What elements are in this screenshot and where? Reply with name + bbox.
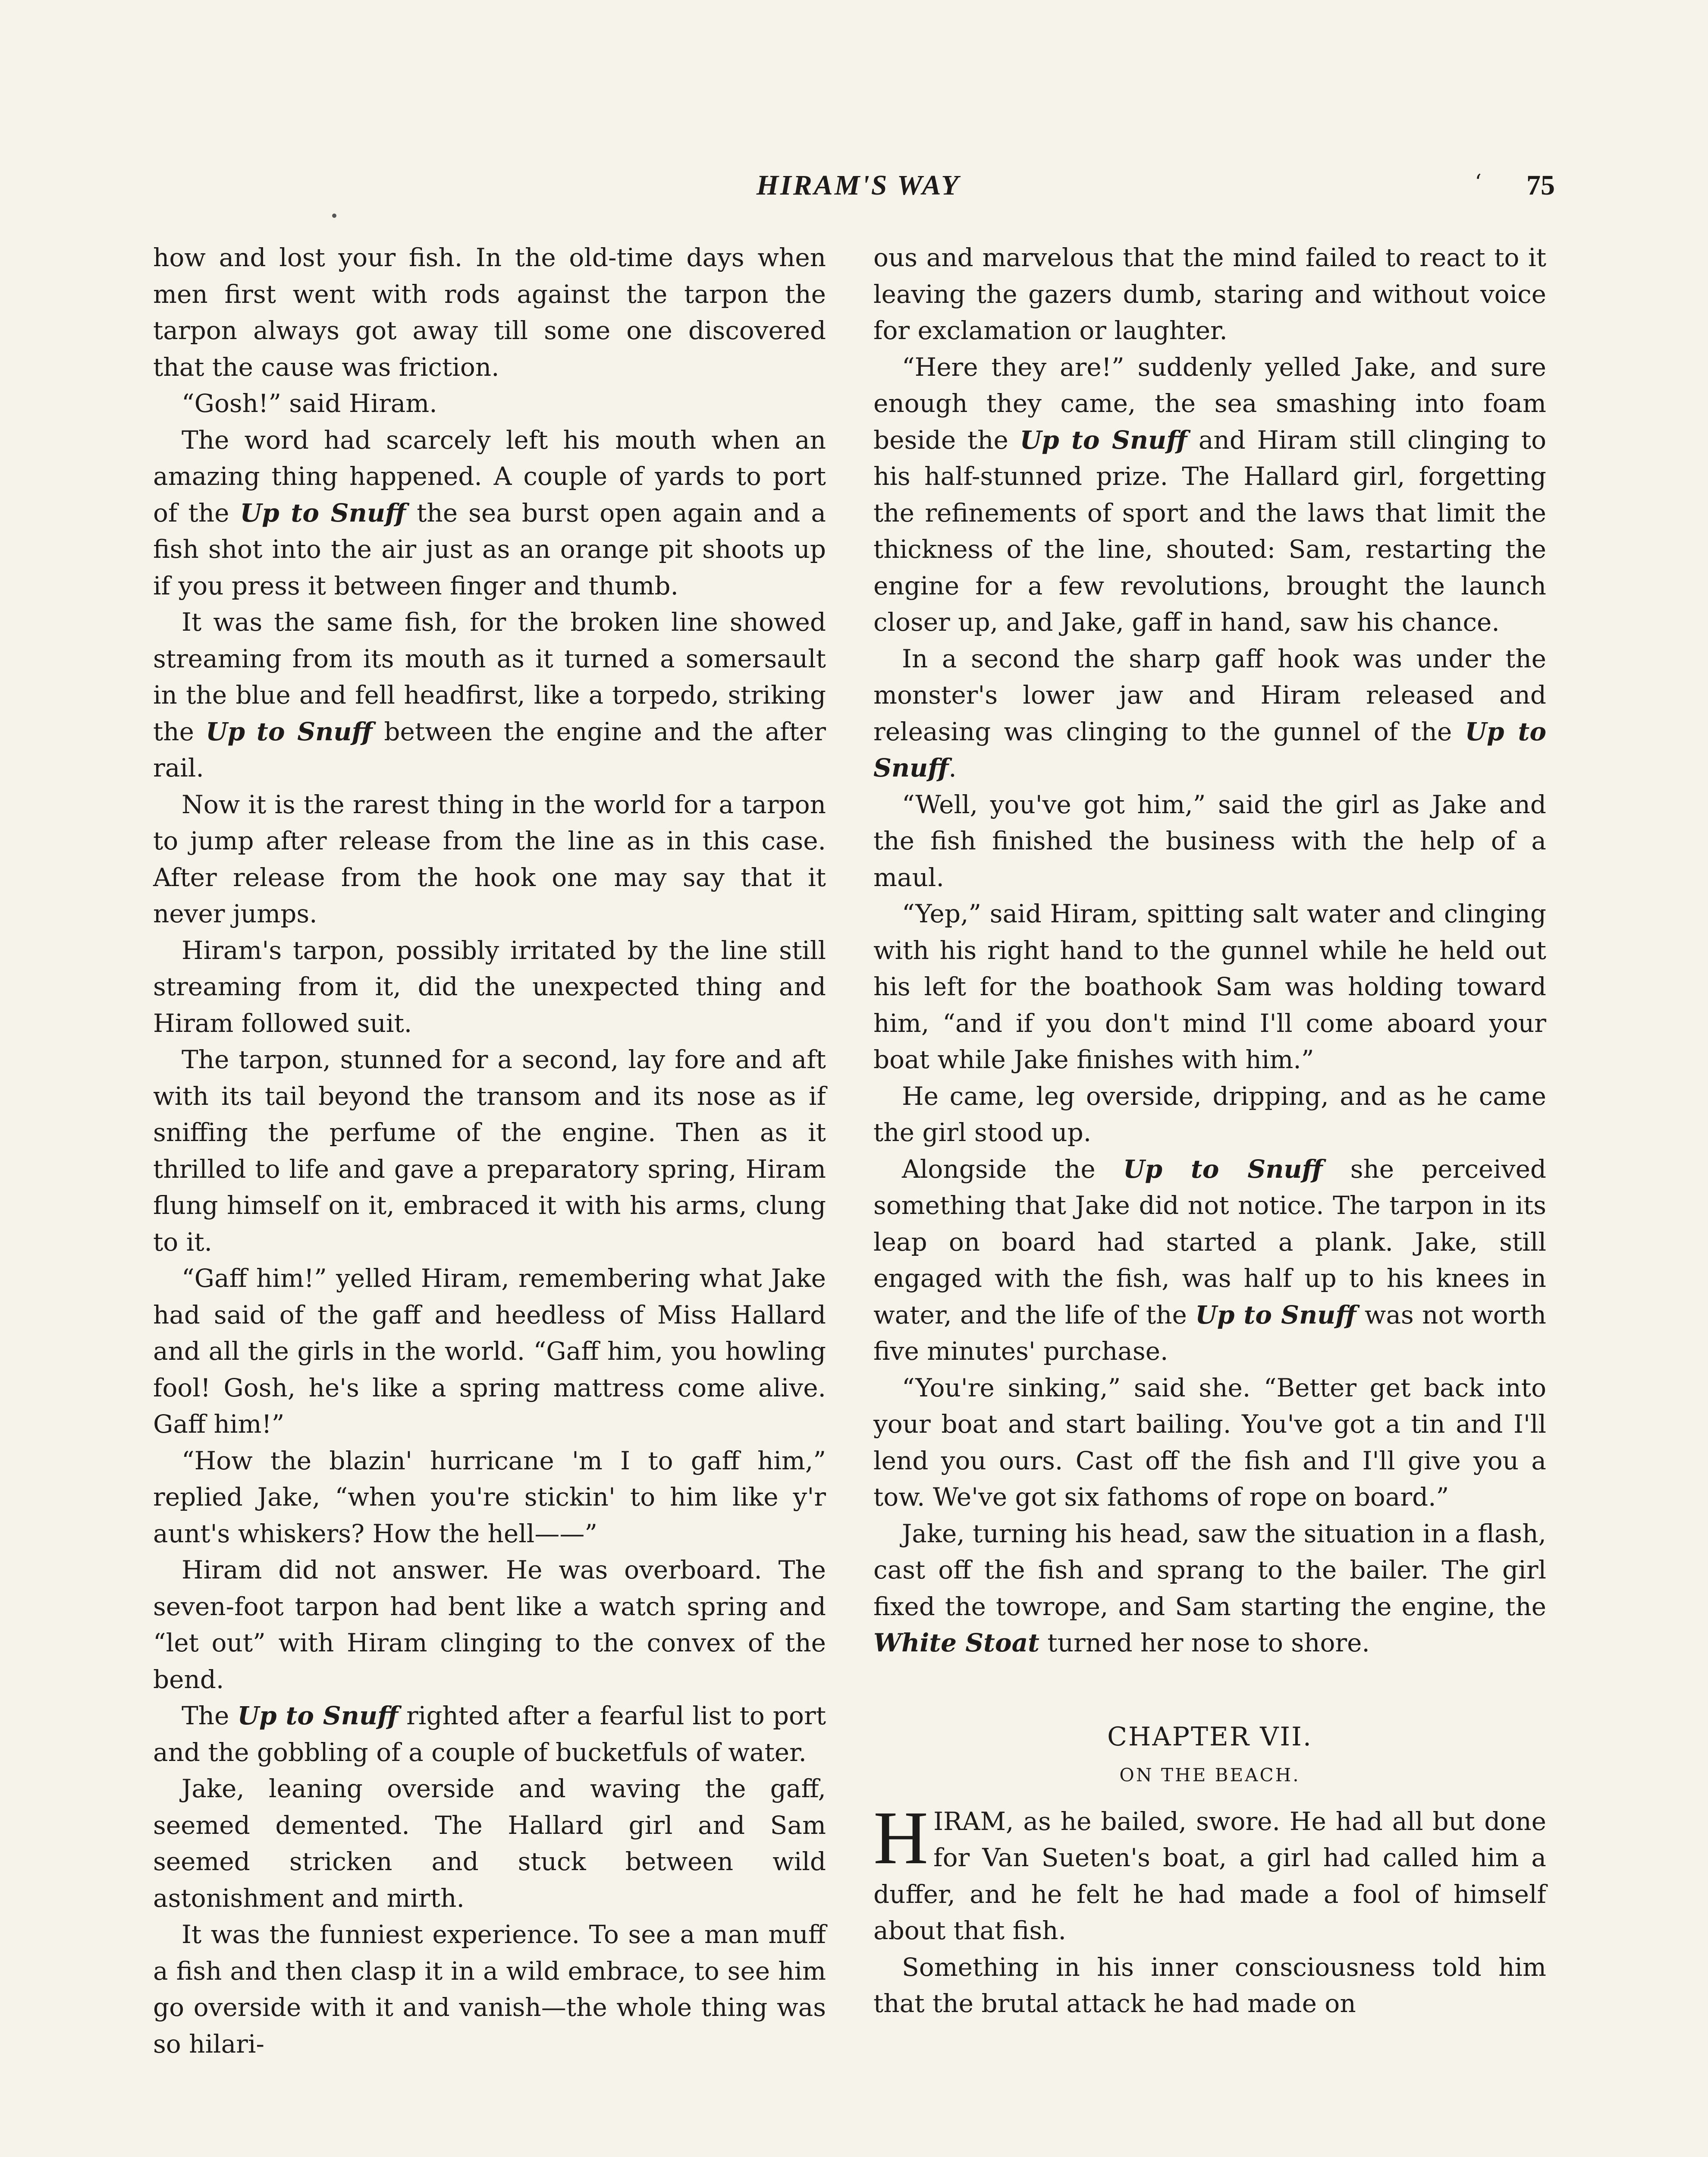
- text-run: righted after a fearful list to port and the gobbling of a couple of bucketfuls of water.: [153, 1701, 826, 1767]
- paragraph: “Gaff him!” yelled Hiram, remembering what Jake had said of the gaff and heedless of Miss Hallard and all the girls in the world. “Gaff him, you howling fool! Gosh, he's like a spring mattress come alive. Gaff him!”: [153, 1264, 826, 1439]
- paragraph: Now it is the rarest thing in the world for a tarpon to jump after release from the line as in this case. After release from the hook one may say that it never jumps.: [153, 789, 826, 928]
- paragraph: The tarpon, stunned for a second, lay fore and aft with its tail beyond the transom and its nose as if sniffing the perfume of the engine. Then as it thrilled to life and gave a preparatory spring, Hiram flung himself on it, embraced it with his arms, clung to it.: [153, 1045, 826, 1257]
- text-run: she perceived something that Jake did not notice. The tarpon in its leap on board had started a plank. Jake, still engaged with the fish, was half up to his knees in water, and the life of the: [873, 1154, 1547, 1330]
- paragraph: Hiram did not answer. He was overboard. The seven-foot tarpon had bent like a watch spring and “let out” with Hiram clinging to the convex of the bend.: [153, 1555, 826, 1694]
- drop-cap: H: [873, 1795, 929, 1880]
- chapter-title: CHAPTER VII.: [1107, 1721, 1312, 1752]
- boat-name: Up to Snuff: [1020, 425, 1187, 455]
- page-header: [162, 166, 1555, 205]
- paragraph: how and lost your fish. In the old-time days when men first went with rods against the tarpon the tarpon always got away till some one discovered that the cause was friction.: [153, 243, 826, 382]
- text-run: IRAM, as he bailed, swore. He had all but done for Van Sueten's boat, a girl had called him a duffer, and he felt he had made a fool of himself about that fish.: [873, 1806, 1546, 1945]
- text-run: turned her nose to shore.: [1047, 1628, 1370, 1657]
- header-tick-mark: ‘: [1475, 170, 1482, 195]
- paragraph: “Yep,” said Hiram, spitting salt water and clinging with his right hand to the gunnel while he held out his left for the boathook Sam was holding toward him, “and if you don't mind I'll come aboard your boat while Jake finishes with him.”: [873, 899, 1546, 1074]
- paragraph: Something in his inner consciousness told him that the brutal attack he had made on: [873, 1952, 1546, 2018]
- boat-name: Up to Snuff: [240, 498, 406, 528]
- text-run: “Here they are!” suddenly yelled Jake, and sure enough they came, the sea smashing into foam beside the: [873, 352, 1546, 455]
- boat-name: White Stoat: [873, 1628, 1039, 1657]
- paragraph: “How the blazin' hurricane 'm I to gaff him,” replied Jake, “when you're stickin' to him like y'r aunt's whiskers? How the hell——”: [153, 1446, 826, 1548]
- paragraph: “You're sinking,” said she. “Better get back into your boat and start bailing. You've got a tin and I'll lend you ours. Cast off the fish and I'll give you a tow. We've got six fathoms of rope on board.”: [873, 1373, 1546, 1512]
- text-run: The: [182, 1701, 229, 1730]
- boat-name: Up: [205, 717, 245, 746]
- paragraph: Hiram's tarpon, possibly irritated by the line still streaming from it, did the unexpected thing and Hiram followed suit.: [153, 935, 826, 1038]
- paragraph: It was the funniest experience. To see a man muff a fish and then clasp it in a wild embrace, to see him go overside with it and vanish—the whole thing was so hilari-: [153, 1920, 826, 2059]
- stray-dot: [332, 214, 336, 218]
- page-number: 75: [1526, 170, 1555, 201]
- paragraph: Jake, leaning overside and waving the gaff, seemed demented. The Hallard girl and Sam seemed stricken and stuck between wild astonishment and mirth.: [153, 1774, 826, 1913]
- boat-name: to Snuff: [257, 717, 373, 746]
- running-title: HIRAM'S WAY: [756, 170, 961, 201]
- text-run: Jake, turning his head, saw the situation in a flash, cast off the fish and sprang to the bailer. The girl fixed the towrope, and Sam starting the engine, the: [873, 1519, 1546, 1621]
- text-run: was not worth five minutes' purchase.: [873, 1300, 1547, 1366]
- text-run: It was the same fish, for the broken line showed streaming from its mouth as it turned a somersault in the blue and fell headfirst, like a torpedo, striking the: [153, 607, 826, 746]
- text-run: and Hiram still clinging to his half-stunned prize. The Hallard girl, forgetting the refinements of sport and the laws that limit the thickness of the line, shouted: Sam, restarting the engine for a few revolutions, brought the launch closer up, and Jake, gaff in hand, saw his chance.: [873, 425, 1546, 637]
- boat-name: Up to Snuff: [1195, 1300, 1356, 1330]
- paragraph: [153, 1698, 826, 1770]
- text-run: Alongside the: [902, 1154, 1096, 1184]
- text-run: The word had scarcely left his mouth when an amazing thing happened. A couple of yards to port of the: [153, 425, 826, 528]
- paragraph: [153, 422, 826, 604]
- boat-name: Up to Snuff: [237, 1701, 398, 1730]
- paragraph: [153, 604, 826, 786]
- text-run: the sea burst open again and a fish shot into the air just as an orange pit shoots up if you press it between finger and thumb.: [153, 498, 826, 601]
- paragraph: [873, 1516, 1546, 1661]
- text-run: In a second the sharp gaff hook was under the monster's lower jaw and Hiram released and releasing was clinging to the gunnel of the: [873, 644, 1546, 746]
- paragraph: He came, leg overside, dripping, and as he came the girl stood up.: [873, 1081, 1546, 1147]
- chapter-opening-paragraph: [873, 1795, 1546, 1949]
- boat-name: Up to Snuff: [1123, 1154, 1323, 1184]
- text-run: between the engine and the after rail.: [153, 717, 826, 783]
- left-column: [153, 239, 826, 2062]
- right-column: [873, 239, 1546, 2022]
- paragraph: “Gosh!” said Hiram.: [182, 389, 437, 418]
- text-run: .: [948, 753, 957, 783]
- boat-name: Up to Snuff: [873, 717, 1547, 783]
- paragraph: ous and marvelous that the mind failed to react to it leaving the gazers dumb, staring and without voice for exclamation or laughter.: [873, 243, 1546, 345]
- paragraph: [873, 1151, 1546, 1370]
- paragraph: [873, 641, 1546, 786]
- chapter-subtitle: ON THE BEACH.: [1119, 1764, 1300, 1786]
- paragraph: “Well, you've got him,” said the girl as Jake and the fish finished the business with the help of a maul.: [873, 789, 1546, 892]
- paragraph: [873, 349, 1546, 641]
